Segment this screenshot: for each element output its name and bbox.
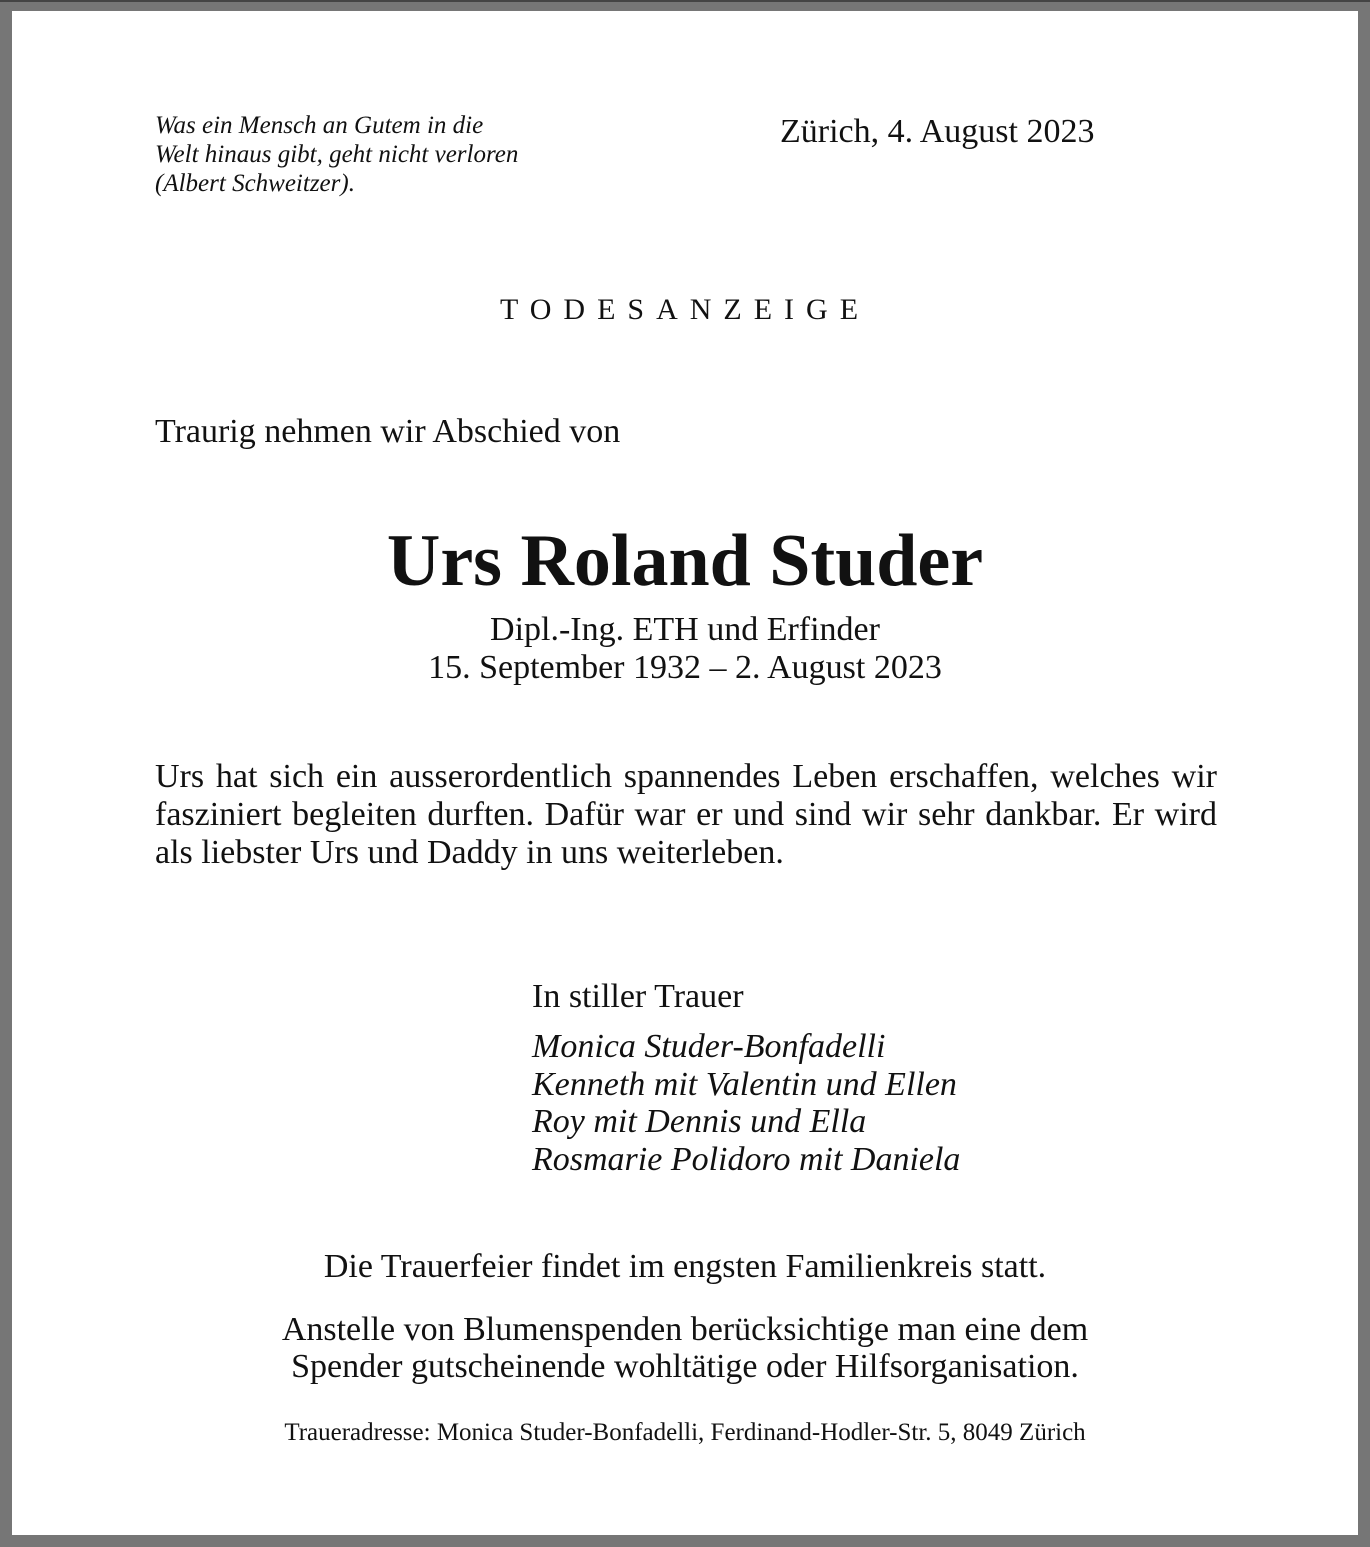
epigraph-quote bbox=[155, 111, 518, 198]
death-notice-page bbox=[12, 11, 1358, 1535]
deceased-details bbox=[12, 611, 1358, 687]
quote-line: (Albert Schweitzer). bbox=[155, 170, 355, 197]
donation-line: Spender gutscheinende wohltätige oder Hilfsorganisation. bbox=[291, 1348, 1079, 1385]
mourner: Kenneth mit Valentin und Ellen bbox=[532, 1065, 957, 1103]
tribute-paragraph: Urs hat sich ein ausserordentlich spannendes Leben erschaffen, welches wir fasziniert begleiten durften. Dafür war er und sind wir sehr dankbar. Er wird als liebster Urs und Daddy in uns weiterleben. bbox=[155, 758, 1217, 871]
deceased-name: Urs Roland Studer bbox=[386, 520, 984, 602]
quote-line: Was ein Mensch an Gutem in die bbox=[155, 112, 484, 139]
intro-text: Traurig nehmen wir Abschied von bbox=[155, 413, 621, 450]
notice-title: TODESANZEIGE bbox=[499, 293, 871, 326]
ceremony-note: Die Trauerfeier findet im engsten Familienkreis statt. bbox=[323, 1248, 1047, 1285]
lifespan: 15. September 1932 – 2. August 2023 bbox=[428, 649, 942, 686]
mourner: Roy mit Dennis und Ella bbox=[532, 1103, 867, 1140]
mourner: Monica Studer-Bonfadelli bbox=[532, 1028, 886, 1065]
mourning-label: In stiller Trauer bbox=[532, 978, 744, 1015]
quote-line: Welt hinaus gibt, geht nicht verloren bbox=[155, 141, 519, 168]
donation-line: Anstelle von Blumenspenden berücksichtige man eine dem bbox=[281, 1311, 1089, 1348]
mourning-address: Traueradresse: Monica Studer-Bonfadelli, Ferdinand-Hodler-Str. 5, 8049 Zürich bbox=[284, 1419, 1086, 1446]
donation-note bbox=[12, 1311, 1358, 1385]
mourners-list bbox=[532, 1028, 960, 1178]
place-date: Zürich, 4. August 2023 bbox=[780, 113, 1095, 150]
profession: Dipl.-Ing. ETH und Erfinder bbox=[490, 611, 880, 648]
mourner: Rosmarie Polidoro mit Daniela bbox=[532, 1140, 961, 1178]
window-top-edge bbox=[0, 0, 1370, 2]
